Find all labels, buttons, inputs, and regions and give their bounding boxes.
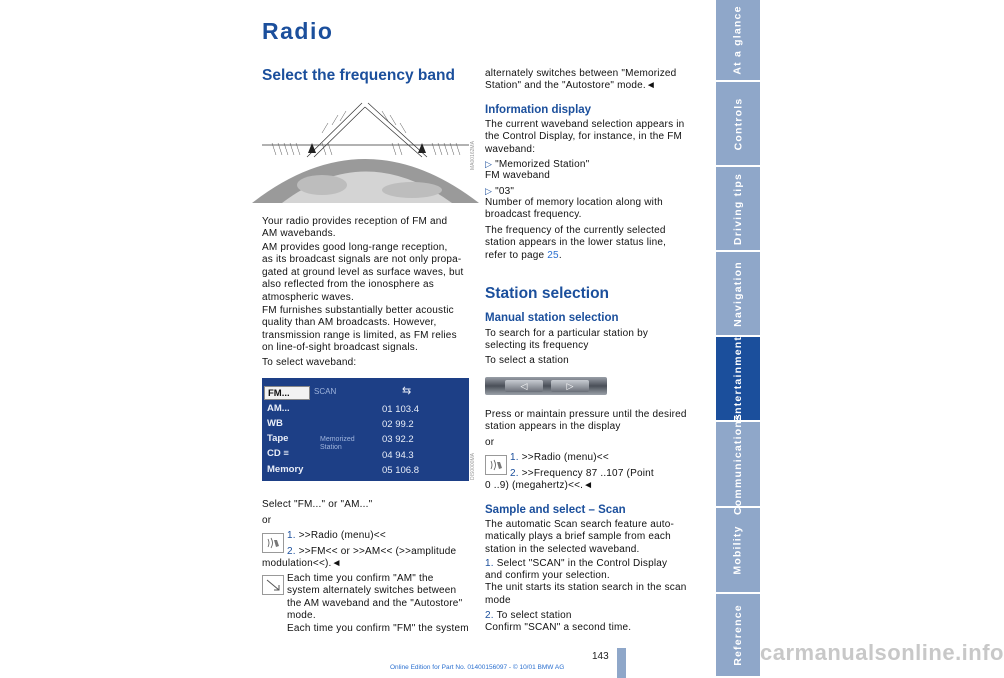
tab-driving-tips[interactable]: Driving tips <box>716 167 760 252</box>
step-text: >>Radio (menu)<< <box>298 530 386 541</box>
note-icon <box>262 575 284 595</box>
step-number: 1. <box>287 530 296 541</box>
display-memorized-station: Memorized Station <box>320 436 355 451</box>
step-text-continued: modulation<<).◄ <box>262 558 342 569</box>
step-text-continued: Confirm "SCAN" a second time. <box>485 622 632 633</box>
paragraph-select-station: To select a station <box>485 355 569 366</box>
menu-cd: CD ≡ <box>267 448 289 459</box>
tab-controls[interactable]: Controls <box>716 82 760 167</box>
bullet-text: "Memorized Station" <box>495 159 590 170</box>
paragraph-select-waveband: To select waveband: <box>262 357 357 368</box>
paragraph-fm: FM furnishes substantially better acoustic quality than AM broadcasts. However, transmission range is limited, as FM relies on line-of-sight broadcast signals. <box>262 305 457 354</box>
control-display-screenshot <box>262 378 469 481</box>
section-heading-station-selection: Station selection <box>485 285 610 302</box>
step-number: 1. <box>510 452 519 463</box>
tab-reference[interactable]: Reference <box>716 594 760 678</box>
heading-information-display: Information display <box>485 104 592 116</box>
step-number: 1. <box>485 558 494 569</box>
image-code: MA00162MA <box>470 141 476 170</box>
footer-text: Online Edition for Part No. 01400156097 - © 10/01 BMW AG <box>390 664 565 671</box>
page-link[interactable]: 25 <box>547 249 559 261</box>
station-row: 03 92.2 <box>382 434 414 445</box>
station-row: 05 106.8 <box>382 465 419 476</box>
tab-communications[interactable]: Communications <box>716 422 760 508</box>
heading-scan: Sample and select – Scan <box>485 504 626 516</box>
seek-right-button[interactable]: ▷ <box>551 380 589 392</box>
step-number: 2. <box>485 610 494 621</box>
menu-wb: WB <box>267 418 283 429</box>
page-bar <box>617 648 626 678</box>
page-title: Radio <box>262 18 334 44</box>
paragraph-frequency: The frequency of the currently selected station appears in the lower status line, refer to page 25. <box>485 225 667 261</box>
tab-at-a-glance[interactable]: At a glance <box>716 0 760 82</box>
bullet-text: "03" <box>495 186 515 197</box>
station-row: 04 94.3 <box>382 450 414 461</box>
step-number: 2. <box>287 546 296 557</box>
bullet-icon: ▷ <box>485 159 493 169</box>
step-text: Select "SCAN" in the Control Display <box>496 558 668 569</box>
display-image-code: DIS0000MA <box>470 453 476 480</box>
step-number: 2. <box>510 468 519 479</box>
bullet-text-continued: Number of memory location along with broadcast frequency. <box>485 197 663 221</box>
voice-command-icon <box>485 455 507 475</box>
tab-navigation[interactable]: Navigation <box>716 252 760 337</box>
station-row: 01 103.4 <box>382 404 419 415</box>
paragraph-continued: alternately switches between "Memorized Station" and the "Autostore" mode.◄ <box>485 68 677 92</box>
tab-mobility[interactable]: Mobility <box>716 508 760 594</box>
step-text: >>Frequency 87 ..107 (Point <box>521 468 654 479</box>
paragraph-select-fm-am: Select "FM..." or "AM..." <box>262 499 373 510</box>
step-text: >>Radio (menu)<< <box>521 452 609 463</box>
paragraph-manual: To search for a particular station by selecting its frequency <box>485 328 649 352</box>
seek-button-strip <box>485 377 607 395</box>
watermark: carmanualsonline.info <box>760 640 1004 665</box>
note-text: Each time you confirm "AM" the system alternately switches between the AM waveband and the "Autostore" mode. Each time you confirm "FM" the system <box>287 573 469 634</box>
menu-am: AM... <box>267 403 290 414</box>
bullet-text-continued: FM waveband <box>485 170 551 181</box>
menu-tape: Tape <box>267 433 289 444</box>
paragraph-reception: Your radio provides reception of FM and AM wavebands. <box>262 216 448 240</box>
back-arrow-icon: ⇆ <box>402 385 412 397</box>
paragraph-information: The current waveband selection appears in the Control Display, for instance, in the FM waveband: <box>485 119 685 155</box>
paragraph-press: Press or maintain pressure until the desired station appears in the display <box>485 409 687 433</box>
radio-wave-illustration <box>262 95 469 203</box>
station-row: 02 99.2 <box>382 419 414 430</box>
paragraph-am: AM provides good long-range reception, as its broadcast signals are not only propa- gated at ground level as surface waves, but also reflected from the ionosphere as atmospheric waves. <box>262 242 464 303</box>
menu-memory: Memory <box>267 464 304 475</box>
section-heading-frequency-band: Select the frequency band <box>262 67 455 84</box>
menu-fm: FM... <box>264 386 310 400</box>
text-or: or <box>485 437 495 448</box>
voice-command-icon <box>262 533 284 553</box>
step-text-continued: 0 ..9) (megahertz)<<.◄ <box>485 480 594 491</box>
paragraph-scan: The automatic Scan search feature auto- matically plays a brief sample from each station in the selected waveband. <box>485 519 675 555</box>
heading-manual-selection: Manual station selection <box>485 312 619 324</box>
page-number: 143 <box>592 651 609 662</box>
bullet-icon: ▷ <box>485 186 493 196</box>
text-or: or <box>262 515 272 526</box>
step-text: >>FM<< or >>AM<< (>>amplitude <box>298 546 457 557</box>
step-text: To select station <box>496 610 572 621</box>
tab-entertainment[interactable]: Entertainment <box>716 337 760 422</box>
seek-left-button[interactable]: ◁ <box>505 380 543 392</box>
step-text-continued: and confirm your selection. The unit starts its station search in the scan mode <box>485 570 687 606</box>
display-scan: SCAN <box>314 387 337 396</box>
